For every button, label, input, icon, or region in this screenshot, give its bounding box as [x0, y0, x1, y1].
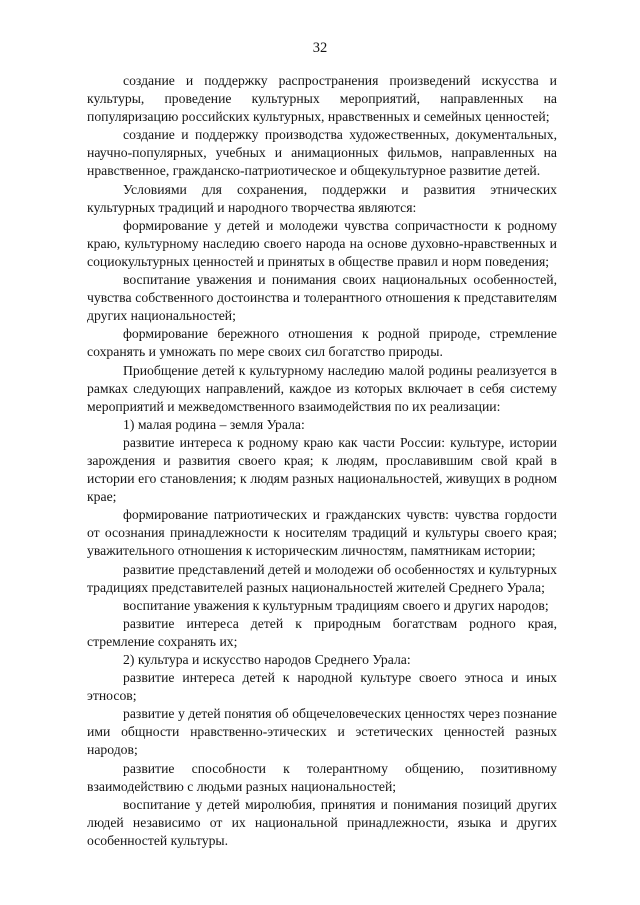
paragraph-11: развитие представлений детей и молодежи об особенностях и культурных традициях представителей разных национальностей жителей Среднего Урала; [87, 561, 557, 595]
paragraph-15: развитие интереса детей к народной культуре своего этноса и иных этносов; [87, 670, 557, 704]
paragraph-18: воспитание у детей миролюбия, принятия и понимания позиций других людей независимо от их национальной принадлежности, языка и других особенностей культуры. [87, 796, 557, 848]
paragraph-10: формирование патриотических и гражданских чувств: чувства гордости от осознания принадлежности к носителям традиций и культуры своего края; уважительного отношения к историческим личностям, памятникам истории; [87, 507, 557, 559]
paragraph-13: развитие интереса детей к природным богатствам родного края, стремление сохранять их; [87, 615, 557, 649]
page-number: 32 [312, 40, 328, 56]
paragraph-3: Условиями для сохранения, поддержки и развития этнических культурных традиций и народного творчества являются: [87, 181, 557, 215]
list-heading-2: 2) культура и искусство народов Среднего Урала: [123, 652, 411, 667]
paragraph-1: создание и поддержку распространения произведений искусства и культуры, проведение культурных мероприятий, направленных на популяризацию российских культурных, нравственных и семейных ценностей; [87, 73, 557, 125]
paragraph-2: создание и поддержку производства художественных, документальных, научно-популярных, учебных и анимационных фильмов, направленных на нравственное, гражданско-патриотическое и общекультурное развитие детей. [87, 127, 557, 179]
paragraph-17: развитие способности к толерантному общению, позитивному взаимодействию с людьми разных национальностей; [87, 760, 557, 794]
paragraph-6: формирование бережного отношения к родной природе, стремление сохранять и умножать по мере своих сил богатство природы. [87, 326, 557, 360]
paragraph-4: формирование у детей и молодежи чувства сопричастности к родному краю, культурному наследию своего народа на основе духовно-нравственных и социокультурных ценностей и принятых в обществе правил и норм поведения; [87, 217, 557, 269]
paragraph-7: Приобщение детей к культурному наследию малой родины реализуется в рамках следующих направлений, каждое из которых включает в себя систему мероприятий и межведомственного взаимодействия по их реализации: [87, 362, 557, 414]
list-heading-1: 1) малая родина – земля Урала: [123, 416, 305, 432]
page-body [87, 72, 557, 850]
paragraph-16: развитие у детей понятия об общечеловеческих ценностях через познание ими общности нравственно-этических и эстетических ценностей разных народов; [87, 706, 557, 758]
paragraph-12: воспитание уважения к культурным традициям своего и других народов; [123, 597, 549, 613]
paragraph-9: развитие интереса к родному краю как части России: культуре, истории зарождения и развития своего края; к людям, прославившим свой край в истории его становления; к людям разных национальностей, живущих в родном крае; [87, 434, 557, 505]
paragraph-5: воспитание уважения и понимания своих национальных особенностей, чувства собственного достоинства и толерантного отношения к представителям других национальностей; [87, 272, 557, 324]
